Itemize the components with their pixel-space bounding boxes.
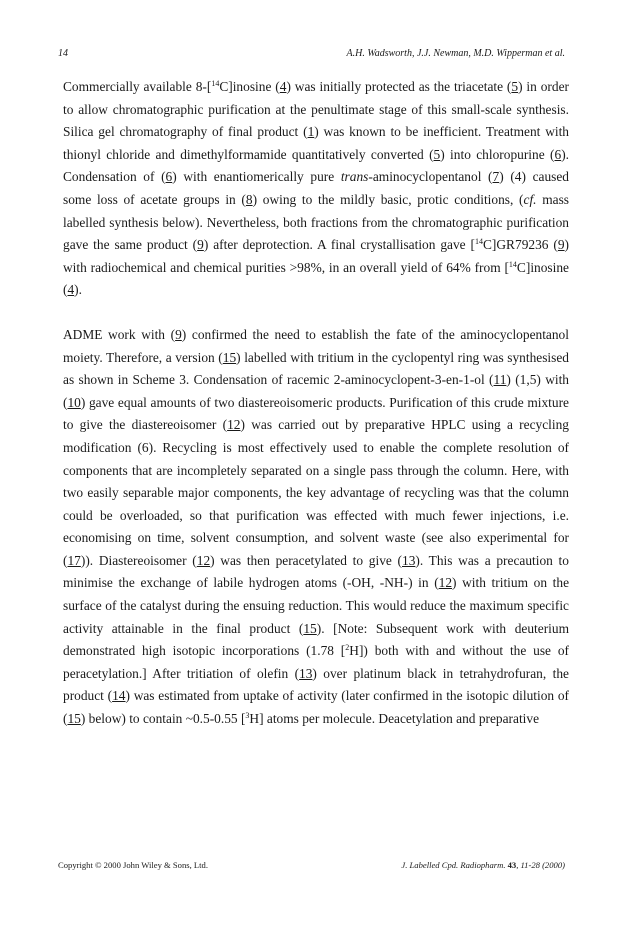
text-run: ) with tritium on the surface of the catalyst during the ensuing reduction. This would reduce the maximum specific activity attainable in the final product ( xyxy=(63,575,570,636)
compound-reference: 5 xyxy=(511,79,519,94)
italic-text: trans xyxy=(340,169,369,185)
journal-citation xyxy=(401,860,565,870)
text-run: ). Condensation of ( xyxy=(63,146,569,185)
isotope-superscript: 2 xyxy=(345,643,350,653)
text-run: ) gave equal amounts of two diastereoisomeric products. Purification of this crude mixture to give the diastereoisomer ( xyxy=(63,394,569,433)
text-run: ) after deprotection. A final crystallisation gave [ xyxy=(203,237,475,253)
compound-reference: 4 xyxy=(279,79,287,94)
text-run: H] atoms per molecule. Deacetylation and preparative xyxy=(249,711,540,727)
paragraph-adme-tritium-labelling xyxy=(63,324,569,731)
text-run: ) (4) caused some loss of acetate groups in ( xyxy=(63,169,569,207)
compound-reference: 1 xyxy=(307,124,315,140)
compound-reference: 10 xyxy=(67,394,81,410)
text-run: ) was known to be inefficient. Treatment with thionyl chloride and dimethylformamide quantitatively converted ( xyxy=(63,124,570,162)
italic-text: cf. xyxy=(523,191,537,207)
text-run: ). [Note: Subsequent work with deuterium demonstrated high isotopic incorporations (1.78 [ xyxy=(63,620,569,659)
text-run: ) was carried out by preparative HPLC using a recycling modification (6). Recycling is most effectively used to enable the complete resolution of components that are incompletely separated on a single pass through the column. Here, with two easily separable major components, the key advantage of recycling was that the column could be overloaded, so that purification was effected with much fewer injections, i.e. economising on time, solvent consumption, and solvent waste (see also experimental for ( xyxy=(63,417,569,568)
compound-reference: 12 xyxy=(438,575,453,591)
compound-reference: 5 xyxy=(433,146,441,162)
page-footer xyxy=(58,860,565,874)
journal-name: J. Labelled Cpd. Radiopharm. xyxy=(401,860,506,870)
page-header xyxy=(58,48,565,64)
text-run: ) was then peracetylated to give ( xyxy=(210,552,402,568)
journal-volume: 43 xyxy=(507,860,517,870)
compound-reference: 13 xyxy=(402,552,416,568)
text-run: ) into chloropurine ( xyxy=(440,146,555,162)
isotope-superscript: 14 xyxy=(475,237,483,247)
text-run: C]inosine ( xyxy=(63,259,569,298)
compound-reference: 6 xyxy=(554,146,562,162)
journal-pages: , 11-28 (2000) xyxy=(516,860,565,870)
text-run: ) (1,5) with ( xyxy=(63,372,569,410)
compound-reference: 12 xyxy=(196,552,211,568)
text-run: mass labelled synthesis below). Nevertheless, both fractions from the chromatographic purification gave the same product ( xyxy=(63,191,569,253)
compound-reference: 4 xyxy=(67,282,75,298)
compound-reference: 15 xyxy=(67,711,81,727)
text-run: ) was estimated from uptake of activity (later confirmed in the isotopic dilution of ( xyxy=(63,688,569,727)
text-run: ) in order to allow chromatographic purification at the penultimate stage of this small-scale synthesis. Silica gel chromatography of final product ( xyxy=(63,79,569,140)
compound-reference: 17 xyxy=(67,552,81,568)
compound-reference: 12 xyxy=(227,417,241,433)
compound-reference: 15 xyxy=(303,620,317,636)
text-run: ) over platinum black in tetrahydrofuran, the product ( xyxy=(63,665,569,704)
text-run: ). xyxy=(74,282,82,298)
body-text xyxy=(63,76,569,731)
text-run: ). This was a precaution to minimise the exchange of labile hydrogen atoms (-OH, -NH-) in ( xyxy=(63,552,569,591)
compound-reference: 14 xyxy=(112,688,126,704)
text-run: C]GR79236 ( xyxy=(483,237,558,253)
compound-reference: 6 xyxy=(165,169,173,185)
text-run: )). Diastereoisomer ( xyxy=(80,552,197,568)
paragraph-chemistry-synthesis xyxy=(63,76,569,302)
text-run: Commercially available 8-[ xyxy=(63,79,212,94)
text-run: ) with enantiomerically pure xyxy=(172,169,341,185)
text-run: -aminocyclopentanol ( xyxy=(368,169,493,185)
text-run: H]) both with and without the use of peracetylation.] After tritiation of olefin ( xyxy=(63,643,570,681)
compound-reference: 13 xyxy=(299,665,313,681)
text-run: C]inosine ( xyxy=(219,79,280,94)
copyright-notice: Copyright © 2000 John Wiley & Sons, Ltd. xyxy=(58,860,208,870)
compound-reference: 15 xyxy=(222,349,237,365)
compound-reference: 8 xyxy=(245,191,253,207)
text-run: ADME work with ( xyxy=(63,326,176,342)
compound-reference: 7 xyxy=(492,169,500,185)
text-run: ) confirmed the need to establish the fate of the aminocyclopentanol moiety. Therefore, a version ( xyxy=(63,326,569,365)
compound-reference: 9 xyxy=(557,237,565,253)
running-head-authors: A.H. Wadsworth, J.J. Newman, M.D. Wipperman et al. xyxy=(346,48,565,59)
compound-reference: 9 xyxy=(175,326,182,342)
text-run: ) was initially protected as the triacetate ( xyxy=(286,79,512,94)
compound-reference: 9 xyxy=(197,237,204,253)
text-run: ) with radiochemical and chemical purities >98%, in an overall yield of 64% from [ xyxy=(63,237,570,275)
page-number: 14 xyxy=(58,48,68,59)
isotope-superscript: 14 xyxy=(508,259,517,269)
text-run: ) below) to contain ~0.5-0.55 [ xyxy=(80,711,246,727)
text-run: ) labelled with tritium in the cyclopentyl ring was synthesised as shown in Scheme 3. Condensation of racemic 2-aminocyclopent-3-en-1-ol ( xyxy=(63,349,570,388)
isotope-superscript: 14 xyxy=(211,79,220,88)
text-run: ) owing to the mildly basic, protic conditions, ( xyxy=(252,191,524,207)
isotope-superscript: 3 xyxy=(245,711,250,721)
compound-reference: 11 xyxy=(493,372,507,388)
